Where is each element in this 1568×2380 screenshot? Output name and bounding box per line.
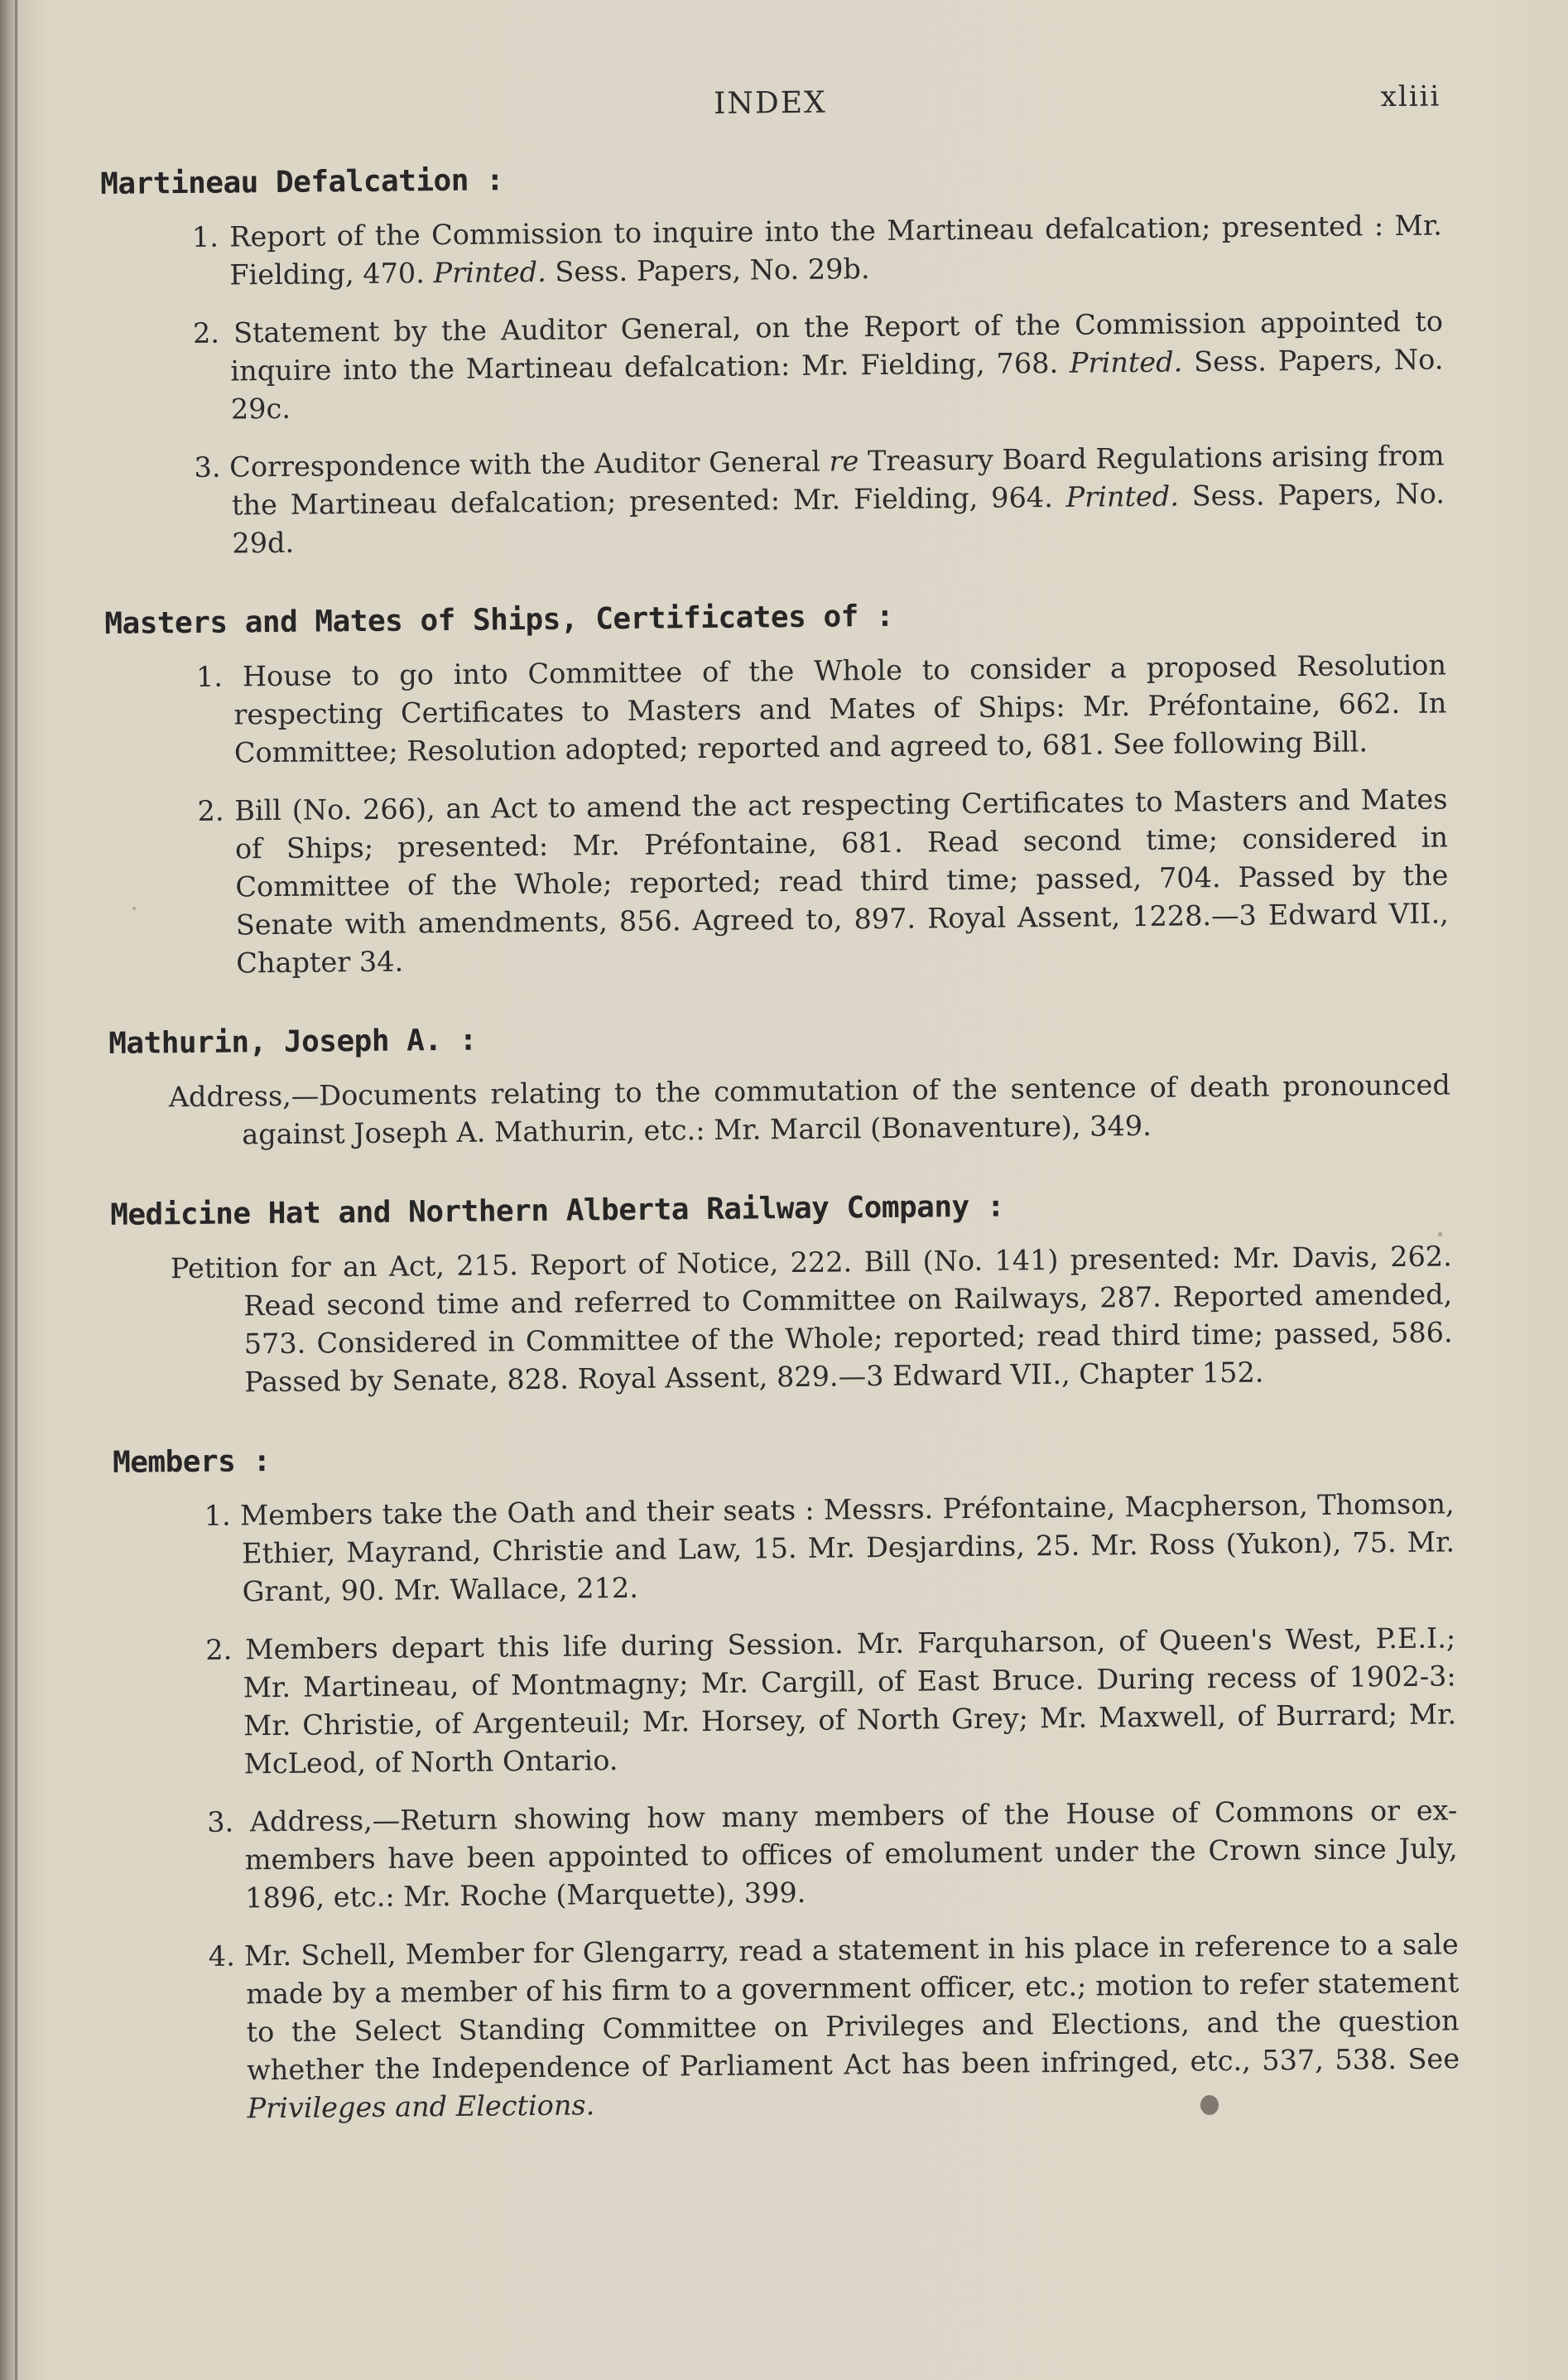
item-number: 2. <box>197 794 224 827</box>
item-number: 2. <box>205 1633 233 1666</box>
item-text-tail: Sess. Papers, No. 29c. <box>230 343 1444 426</box>
item-text: House to go into Committee of the Whole to consider a proposed Resolution respecting Certificates to Masters and Mates of Ships: Mr. Préfontaine, 662. In Committee; Resolution adopted; reported and agreed to, 681. See following Bill. <box>233 648 1447 769</box>
entry-item <box>105 646 1447 773</box>
paper-speck <box>132 907 136 910</box>
entry-item <box>106 780 1449 984</box>
running-head <box>99 61 1441 124</box>
index-entry-medicine-hat-railway <box>110 1185 1453 1403</box>
index-entry-martineau-defalcation <box>100 154 1445 564</box>
entry-heading: Members : <box>112 1444 271 1480</box>
item-text: Members depart this life during Session. Mr. Farquharson, of Queen's West, P.E.I.; Mr. Martineau, of Montmagny; Mr. Cargill, of East Bruce. During recess of 1902-3: Mr. Christie, of Argenteuil; Mr. Horsey, of North Grey; Mr. Maxwell, of Burrard; Mr. McLeod, of North Ontario. <box>243 1621 1457 1780</box>
item-text: Address,—Documents relating to the commutation of the sentence of death pronounced against Joseph A. Mathurin, etc.: Mr. Marcil (Bonaventure), 349. <box>168 1068 1450 1151</box>
entry-item <box>113 1485 1455 1612</box>
item-text: Bill (No. 266), an Act to amend the act respecting Certificates to Masters and Mates of Ships; presented: Mr. Préfontaine, 681. Read second time; considered in Committee of the Whole; reported; read third time; passed, 704. Passed by the Senate with amendments, 856. Agreed to, 897. Royal Assent, 1228.—3 Edward VII., Chapter 34. <box>234 783 1449 980</box>
entry-item <box>116 1791 1458 1919</box>
item-italic: re <box>829 445 859 478</box>
item-text: Statement by the Auditor General, on the Report of the Commission appointed to inquire into the Martineau defalcation: Mr. Fielding, 768. <box>230 305 1444 388</box>
item-italic: Privileges and Elections. <box>247 2089 595 2125</box>
entry-item <box>118 1925 1460 2129</box>
item-text: Address,—Return showing how many members of the House of Commons or ex-members have been appointed to offices of emolument under the Crown since July, 1896, etc.: Mr. Roche (Marquette), 399. <box>244 1794 1458 1915</box>
item-number: 1. <box>204 1499 231 1532</box>
item-number: 1. <box>191 220 219 253</box>
entry-item <box>114 1619 1457 1785</box>
item-number: 1. <box>195 660 224 693</box>
entry-heading: Martineau Defalcation : <box>100 163 504 201</box>
item-number: 3. <box>207 1805 234 1838</box>
entry-item <box>102 302 1444 430</box>
page-title: INDEX <box>713 85 827 121</box>
item-italic: Printed. <box>433 255 546 290</box>
entry-item <box>103 436 1445 564</box>
item-italic: Printed. <box>1065 479 1180 513</box>
paper-speck <box>1438 1232 1442 1236</box>
page-binding-edge <box>15 0 17 2380</box>
page-content <box>99 61 1460 2148</box>
item-italic: Printed. <box>1069 345 1183 379</box>
item-text-tail: Treasury Board Regulations arising from the Martineau defalcation; presented: Mr. Fielding, 964. <box>231 439 1445 522</box>
item-number: 3. <box>194 450 221 484</box>
entry-item <box>101 206 1443 296</box>
item-text: Report of the Commission to inquire into the Martineau defalcation; presented : Mr. Fielding, 470. <box>229 209 1443 291</box>
page-number: xliii <box>1380 79 1441 114</box>
item-text-tail: Sess. Papers, No. 29d. <box>232 477 1445 560</box>
entry-item <box>109 1066 1451 1155</box>
index-entry-members <box>113 1433 1460 2129</box>
entry-heading: Mathurin, Joseph A. : <box>108 1023 478 1061</box>
item-number: 4. <box>208 1939 235 1973</box>
entry-heading: Masters and Mates of Ships, Certificates of : <box>104 599 894 641</box>
item-text: Mr. Schell, Member for Glengarry, read a statement in his place in reference to a sale made by a member of his firm to a government officer, etc.; motion to refer statement to the Select Standing Committee on Privileges and Elections, and the question whether the Independence of Parliament Act has been infringed, etc., 537, 538. See <box>243 1928 1460 2087</box>
entry-item <box>111 1237 1454 1403</box>
ink-speck <box>1200 2095 1219 2115</box>
item-text-tail: Sess. Papers, No. 29b. <box>546 253 870 288</box>
item-number: 2. <box>192 316 220 349</box>
entry-heading: Medicine Hat and Northern Alberta Railway Company : <box>110 1189 1005 1232</box>
index-entry-masters-and-mates <box>104 594 1449 984</box>
item-text: Correspondence with the Auditor General <box>229 445 830 484</box>
item-text: Members take the Oath and their seats : Messrs. Préfontaine, Macpherson, Thomson, Ethier, Mayrand, Christie and Law, 15. Mr. Desjardins, 25. Mr. Ross (Yukon), 75. Mr. Grant, 90. Mr. Wallace, 212. <box>239 1487 1455 1608</box>
item-text: Petition for an Act, 215. Report of Notice, 222. Bill (No. 141) presented: Mr. Davis, 262. Read second time and referred to Committee on Railways, 287. Reported amended, 573. Considered in Committee of the Whole; reported; read third time; passed, 586. Passed by Senate, 828. Royal Assent, 829.—3 Edward VII., Chapter 152. <box>170 1240 1453 1399</box>
index-entry-mathurin <box>108 1014 1450 1155</box>
